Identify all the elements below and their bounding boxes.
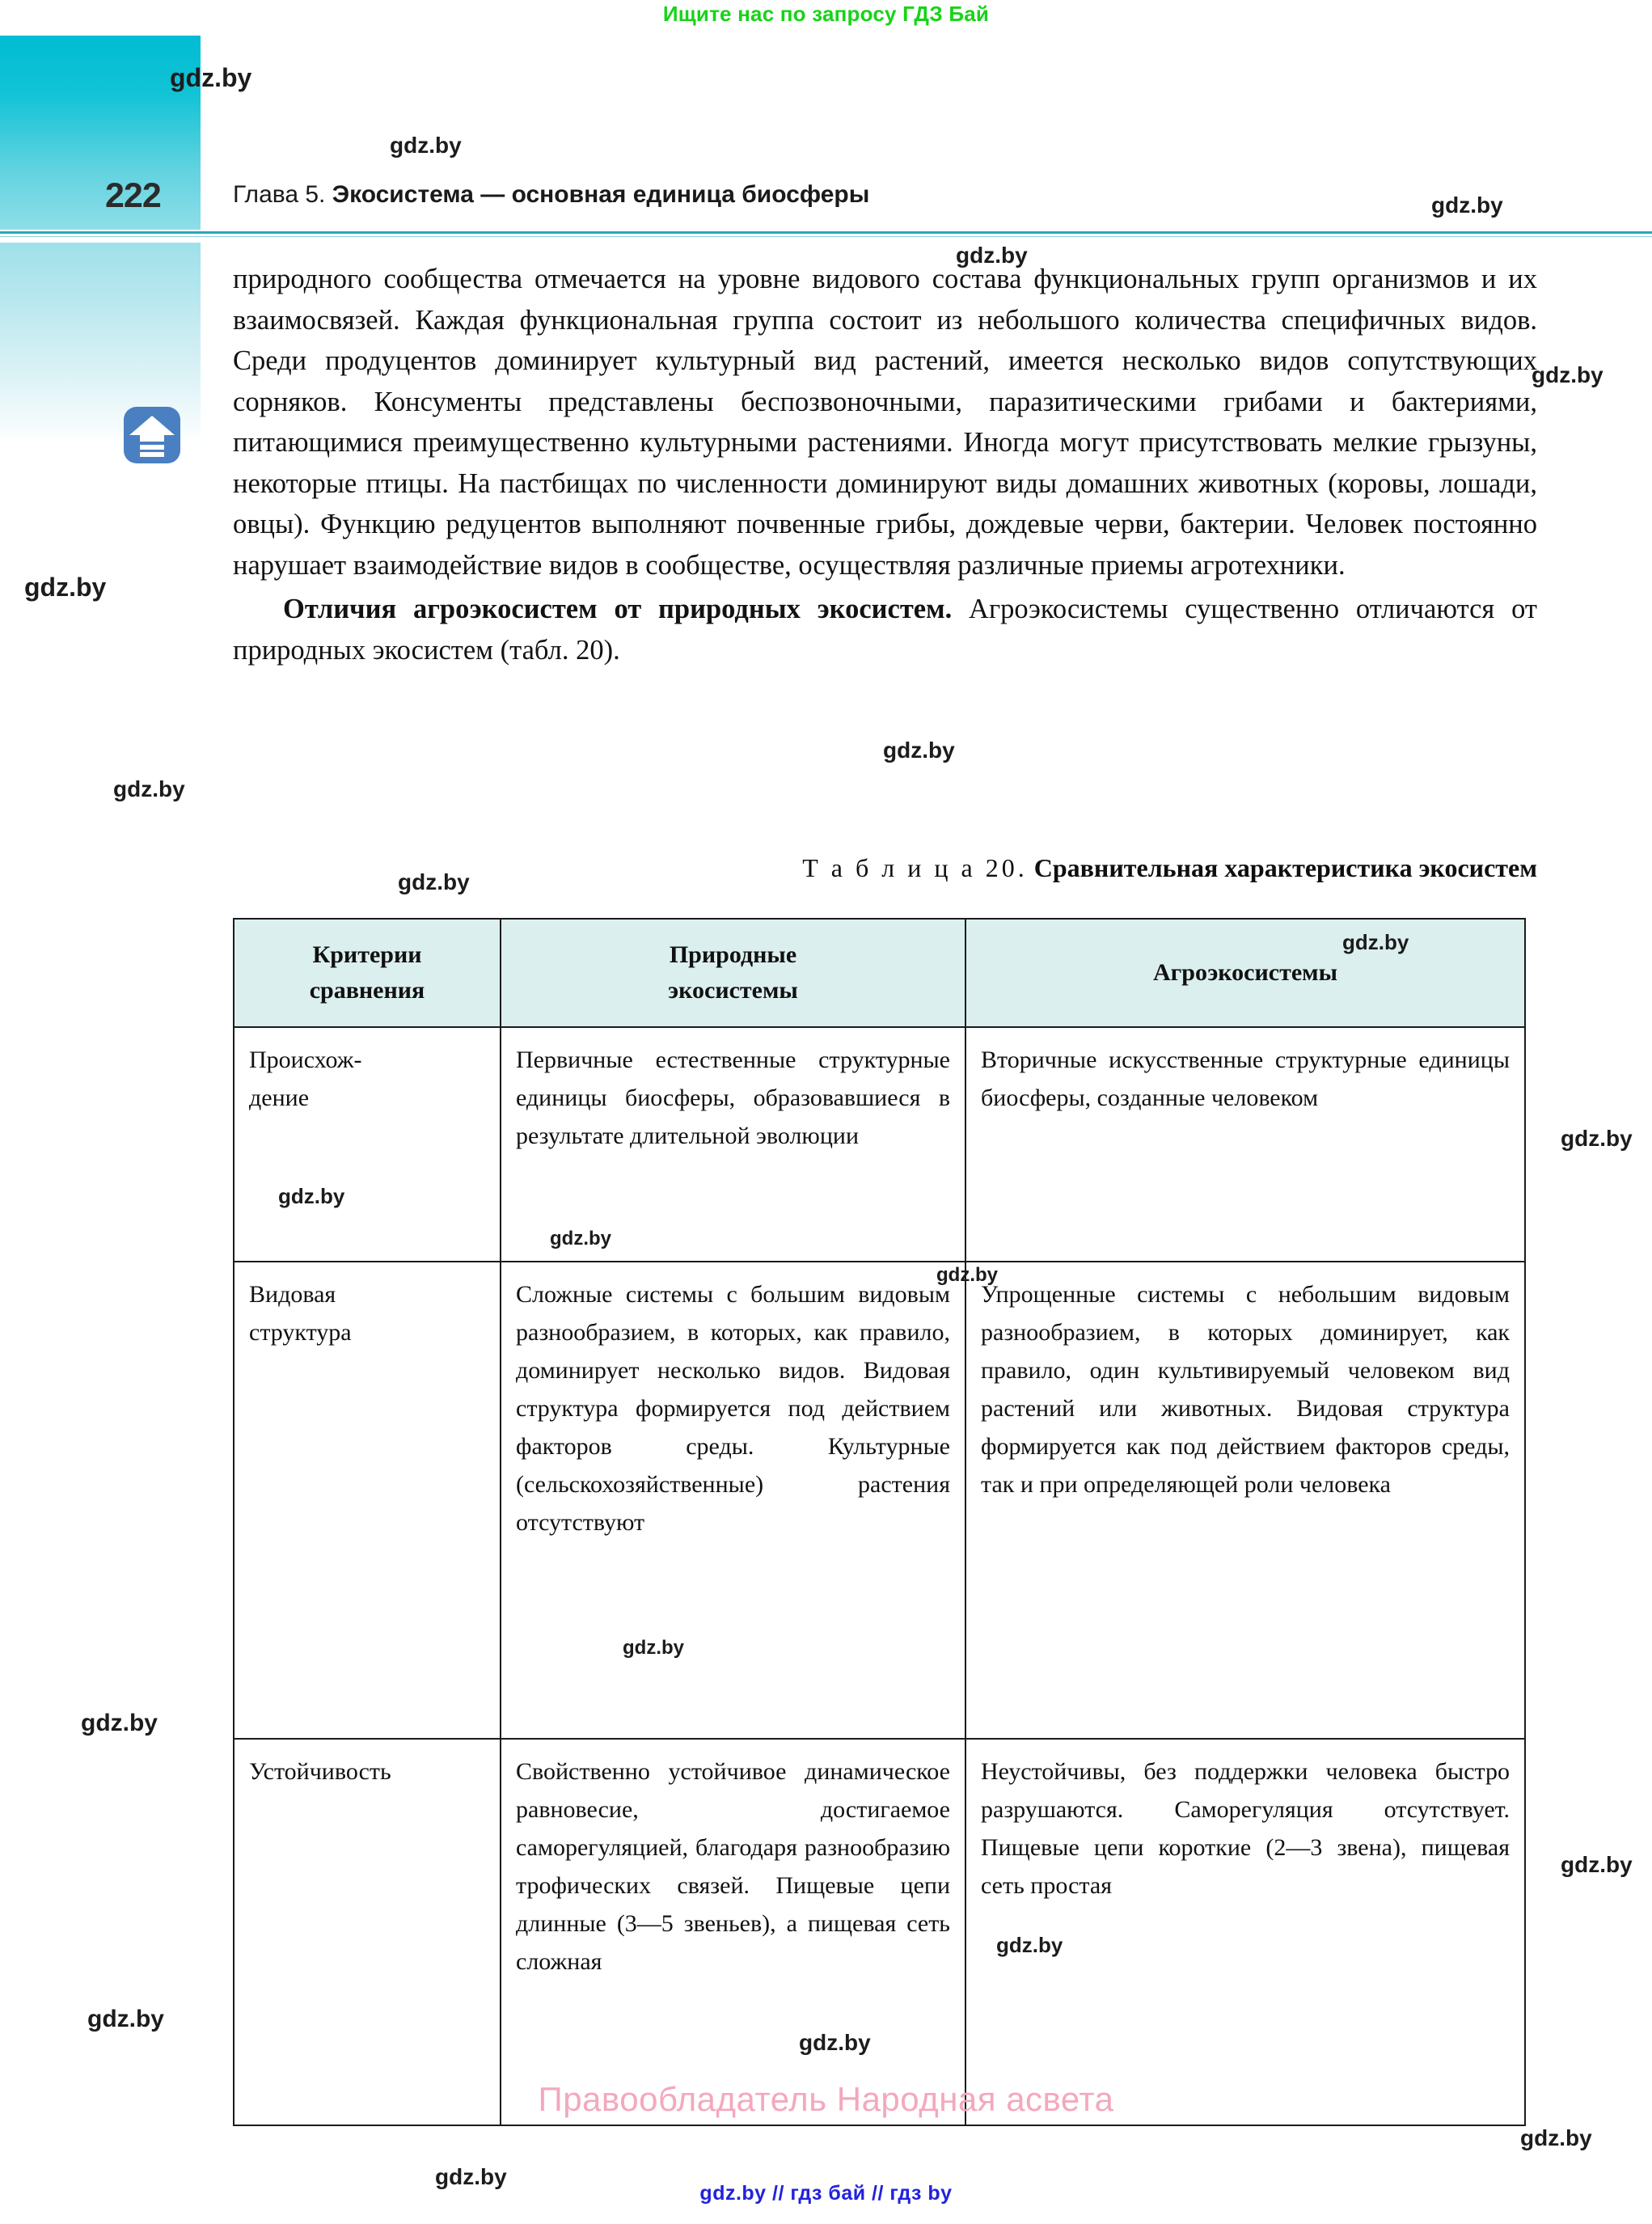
watermark-gdz: gdz.by: [996, 1933, 1063, 1957]
header-line-1: Агроэкосистемы: [1152, 959, 1338, 986]
column-header-agro: [965, 919, 1525, 1027]
table-caption-number: Т а б л и ц а 20.: [802, 853, 1028, 882]
chapter-label: Глава 5.: [233, 181, 326, 208]
watermark-gdz: gdz.by: [936, 1264, 998, 1286]
body-text-block: [233, 259, 1537, 670]
paragraph-differences: [233, 589, 1537, 670]
watermark-gdz: gdz.by: [550, 1228, 611, 1249]
comparison-table: [233, 918, 1526, 2126]
watermark-gdz: gdz.by: [623, 1637, 684, 1659]
header-divider: [0, 231, 1652, 234]
watermark-gdz: gdz.by: [170, 63, 252, 92]
header-line-1: Природные: [669, 941, 797, 968]
criteria-line-1: Видовая: [249, 1281, 336, 1308]
header-line-2: экосистемы: [668, 977, 798, 1004]
watermark-gdz: gdz.by: [956, 243, 1028, 268]
column-header-natural: [501, 919, 965, 1027]
paragraph-continuation: природного сообщества отмечается на уровне видового состава функциональных групп организмов и их взаимосвязей. Каждая функциональная группа состоит из небольшого количества специфичных видов. Среди продуцентов доминирует культурный вид растений, имеется несколько видов сопутствующих сорняков. Консументы представлены беспозвоночными, паразитическими грибами и бактериями, питающимися преимущественно культурными растениями. Иногда могут присутствовать мелкие грызуны, некоторые птицы. На пастбищах по численности доминируют виды домашних животных (коровы, лошади, овцы). Функцию редуцентов выполняют почвенные грибы, дождевые черви, бактерии. Человек постоянно нарушает взаимодействие видов в сообществе, осуществляя различные приемы агротехники.: [233, 264, 1537, 581]
table-caption: [233, 853, 1537, 883]
header-line-1: Критерии: [312, 941, 422, 968]
watermark-gdz: gdz.by: [883, 738, 955, 763]
watermark-gdz: gdz.by: [435, 2164, 507, 2189]
upload-icon[interactable]: [123, 406, 181, 464]
cell-natural: Свойственно устойчивое динамическое равновесие, достигаемое саморегуляцией, благодаря разнообразию трофических связей. Пищевые цепи длинные (3—5 звеньев), а пищевая сеть сложная: [501, 1739, 965, 2125]
watermark-gdz: gdz.by: [87, 2006, 164, 2032]
watermark-gdz: gdz.by: [1520, 2125, 1592, 2150]
table-row: [234, 1739, 1525, 2125]
page-number: 222: [105, 176, 161, 215]
watermark-gdz: gdz.by: [1431, 192, 1503, 218]
header-line-2: сравнения: [309, 977, 425, 1004]
promo-banner: Ищите нас по запросу ГДЗ Бай: [662, 2, 990, 26]
cell-criteria: [234, 1262, 501, 1739]
table-header-row: [234, 919, 1525, 1027]
table-caption-title: Сравнительная характеристика экосистем: [1033, 853, 1537, 882]
watermark-gdz: gdz.by: [1342, 930, 1409, 954]
cell-agro: Упрощенные системы с небольшим видовым разнообразием, в которых доминирует, как правило, один культивируемый человеком вид растений или животных. Видовая структура формируется как под действием факторов среды, так и при определяющей роли человека: [965, 1262, 1525, 1739]
watermark-gdz: gdz.by: [113, 776, 185, 801]
cell-agro: Неустойчивы, без поддержки человека быстро разрушаются. Саморегуляция отсутствует. Пищевые цепи короткие (2—3 звена), пищевая сеть простая: [965, 1739, 1525, 2125]
watermark-gdz: gdz.by: [1561, 1126, 1633, 1151]
chapter-title: Экосистема — основная единица биосферы: [332, 181, 870, 208]
cell-agro: Вторичные искусственные структурные единицы биосферы, созданные человеком: [965, 1027, 1525, 1262]
cell-criteria: Устойчивость: [234, 1739, 501, 2125]
watermark-gdz: gdz.by: [799, 2030, 871, 2055]
running-head: [233, 181, 869, 209]
watermark-gdz: gdz.by: [398, 869, 470, 894]
header-divider-shadow: [0, 236, 1652, 237]
column-header-criteria: [234, 919, 501, 1027]
paragraph-lead-in: Отличия агроэкосистем от природных экосистем.: [283, 594, 953, 624]
table-row: [234, 1027, 1525, 1262]
watermark-gdz: gdz.by: [24, 573, 107, 602]
watermark-gdz: gdz.by: [278, 1184, 345, 1208]
criteria-line-2: дение: [249, 1085, 310, 1111]
criteria-line-2: структура: [249, 1319, 352, 1346]
rights-holder-notice: Правообладатель Народная асвета: [538, 2080, 1114, 2118]
watermark-gdz: gdz.by: [81, 1710, 158, 1736]
paragraph-lead-rest: Агроэкосистемы существенно отличаются от природных экосистем (табл. 20).: [233, 594, 1537, 666]
decorative-gradient-block-top: [0, 36, 201, 230]
cell-criteria: [234, 1027, 501, 1262]
watermark-gdz: gdz.by: [1561, 1852, 1633, 1877]
watermark-gdz: gdz.by: [1532, 362, 1603, 387]
table-row: [234, 1262, 1525, 1739]
watermark-gdz: gdz.by: [390, 133, 462, 158]
cell-natural: Сложные системы с большим видовым разнообразием, в которых, как правило, доминирует несколько видов. Видовая структура формируется под действием факторов среды. Культурные (сельскохозяйственные) растения отсутствуют: [501, 1262, 965, 1739]
cell-natural: Первичные естественные структурные единицы биосферы, образовавшиеся в результате длительной эволюции: [501, 1027, 965, 1262]
criteria-line-1: Происхож-: [249, 1046, 362, 1073]
footer-links[interactable]: gdz.by // гдз бай // гдз by: [699, 2182, 953, 2205]
